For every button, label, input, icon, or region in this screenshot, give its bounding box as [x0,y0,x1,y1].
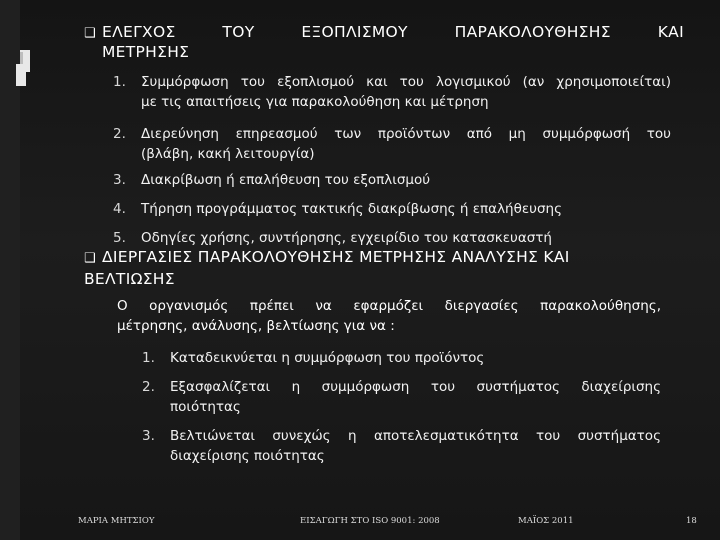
heading-text: ΔΙΕΡΓΑΣΙΕΣ ΠΑΡΑΚΟΛΟΥΘΗΣΗΣ ΜΕΤΡΗΣΗΣ ΑΝΑΛΥΣΗΣ ΚΑΙ [102,248,570,266]
paragraph-line: Ο οργανισμός πρέπει να εφαρμόζει διεργασίες παρακολούθησης, [117,298,661,314]
list-text: (βλάβη, κακή λειτουργία) [141,146,315,162]
body-paragraph [117,296,661,336]
heading-word: ΕΛΕΓΧΟΣ [102,23,176,41]
heading-word: ΤΟΥ [222,23,255,41]
list-item [113,72,671,112]
heading-word: ΠΑΡΑΚΟΛΟΥΘΗΣΗΣ [454,23,611,41]
footer-date: ΜΑΪΟΣ 2011 [518,516,574,526]
list-text: με τις απαιτήσεις για παρακολούθηση και μέτρηση [141,94,489,110]
footer-course: ΕΙΣΑΓΩΓΗ ΣΤΟ ISO 9001: 2008 [300,516,440,526]
list-number: 5. [113,230,126,246]
list-number: 2. [142,379,155,395]
list-item [142,377,661,417]
list-number: 3. [113,172,126,188]
list-number: 2. [113,126,126,142]
heading-line-2: ΜΕΤΡΗΣΗΣ [102,43,190,61]
checkbox-square-icon: ❑ [84,251,96,266]
list-item [142,426,661,466]
list-item [113,228,671,248]
list-text: Συμμόρφωση του εξοπλισμού και του λογισμικού (αν χρησιμοποιείται) [141,74,671,90]
heading-equipment-control [84,22,684,44]
list-text: Τήρηση προγράμματος τακτικής διακρίβωσης ή επαλήθευσης [141,201,563,217]
list-item [113,124,671,164]
heading-word: ΕΞΟΠΛΙΣΜΟΥ [301,23,408,41]
list-item [113,170,671,190]
list-text: Εξασφαλίζεται η συμμόρφωση του συστήματος διαχείρισης [170,379,661,395]
list-text: Βελτιώνεται συνεχώς η αποτελεσματικότητα του συστήματος [170,428,661,444]
list-text: διαχείρισης ποιότητας [170,448,325,464]
list-item [142,348,661,368]
decorative-accent [16,64,26,86]
footer-author: ΜΑΡΙΑ ΜΗΤΣΙΟΥ [78,516,155,526]
list-number: 3. [142,428,155,444]
heading-word: ΚΑΙ [657,23,684,41]
footer-page-number: 18 [686,516,697,526]
checkbox-square-icon: ❑ [84,26,96,41]
list-item [113,199,671,219]
list-text: Διερεύνηση επηρεασμού των προϊόντων από μη συμμόρφωσή του [141,126,671,142]
list-number: 1. [113,74,126,90]
list-text: Καταδεικνύεται η συμμόρφωση του προϊόντος [170,350,485,366]
heading-text: ΒΕΛΤΙΩΣΗΣ [84,270,175,288]
list-text: ποιότητας [170,399,241,415]
heading-monitoring-processes [84,247,684,289]
list-text: Οδηγίες χρήσης, συντήρησης, εγχειρίδιο του κατασκευαστή [141,230,552,246]
list-number: 4. [113,201,126,217]
list-text: Διακρίβωση ή επαλήθευση του εξοπλισμού [141,172,431,188]
list-number: 1. [142,350,155,366]
paragraph-line: μέτρησης, ανάλυσης, βελτίωσης για να : [117,318,395,334]
